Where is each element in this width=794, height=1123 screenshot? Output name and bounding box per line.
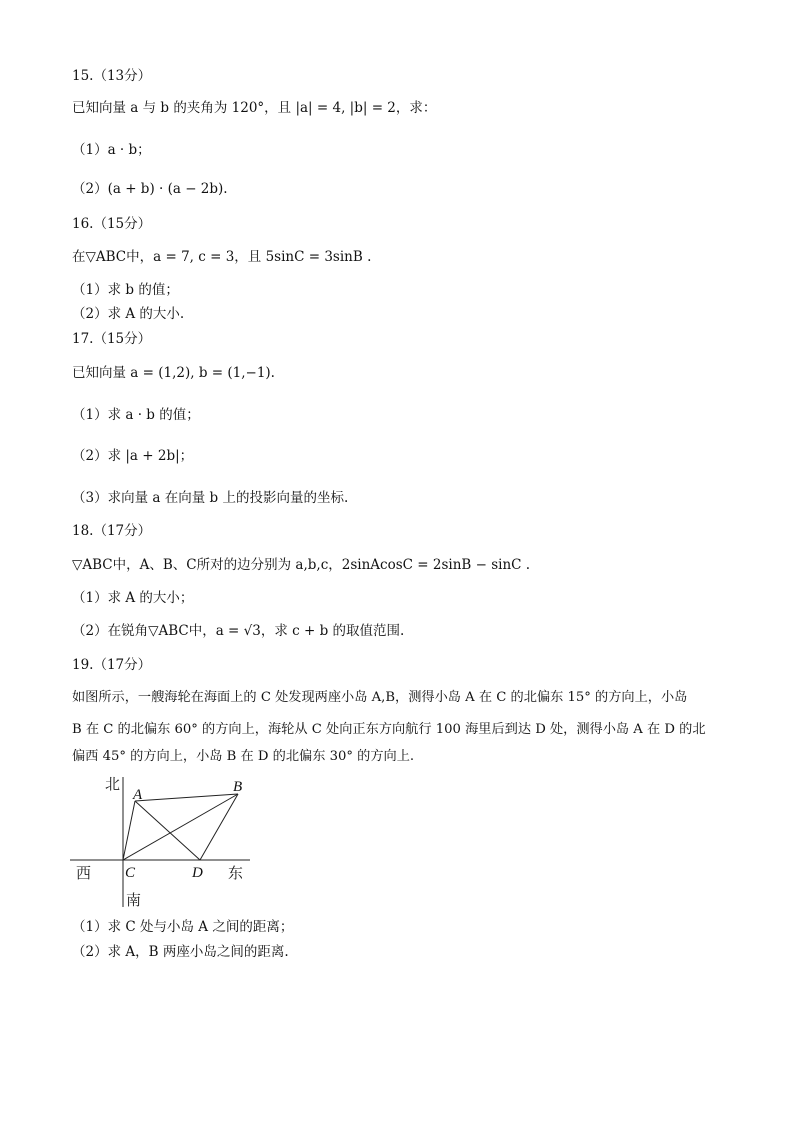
segment-cb bbox=[123, 794, 238, 860]
segment-ca bbox=[123, 801, 135, 860]
point-c-label: C bbox=[125, 865, 136, 881]
navigation-diagram bbox=[68, 772, 268, 912]
segment-ab bbox=[135, 794, 238, 801]
problem-19-stem-line-2: B 在 C 的北偏东 60° 的方向上，海轮从 C 处向正东方向航行 100 海里后到达 D 处，测得小岛 A 在 D 的北 bbox=[72, 722, 706, 737]
point-a-label: A bbox=[133, 787, 143, 803]
problem-17-question-1: （1）求 a · b 的值； bbox=[72, 407, 200, 423]
problem-16-header: 16.（15分） bbox=[72, 216, 152, 232]
problem-19-stem-line-1: 如图所示，一艘海轮在海面上的 C 处发现两座小岛 A,B，测得小岛 A 在 C 的北偏东 15° 的方向上，小岛 bbox=[72, 690, 688, 705]
problem-15-question-1: （1）a · b； bbox=[72, 142, 151, 158]
north-label: 北 bbox=[105, 775, 121, 793]
problem-19-question-1: （1）求 C 处与小岛 A 之间的距离； bbox=[72, 919, 294, 935]
point-d-label: D bbox=[192, 865, 203, 881]
problem-19-stem-line-3: 偏西 45° 的方向上，小岛 B 在 D 的北偏东 30° 的方向上. bbox=[72, 749, 415, 764]
problem-17-question-3: （3）求向量 a 在向量 b 上的投影向量的坐标. bbox=[72, 490, 349, 506]
problem-17-stem: 已知向量 a = (1,2), b = (1,−1). bbox=[72, 365, 275, 381]
problem-17-question-2: （2）求 |a + 2b|； bbox=[72, 448, 194, 464]
problem-17-header: 17.（15分） bbox=[72, 331, 152, 347]
west-label: 西 bbox=[76, 864, 92, 882]
problem-18-stem: ▽ABC中，A、B、C所对的边分别为 a,b,c，2sinAcosC = 2sinB − sinC . bbox=[72, 557, 531, 573]
problem-16-stem: 在▽ABC中，a = 7, c = 3，且 5sinC = 3sinB . bbox=[72, 249, 372, 265]
problem-15-stem: 已知向量 a 与 b 的夹角为 120°，且 |a| = 4, |b| = 2，求： bbox=[72, 100, 437, 116]
east-label: 东 bbox=[228, 864, 244, 882]
problem-18-question-2: （2）在锐角▽ABC中，a = √3，求 c + b 的取值范围. bbox=[72, 623, 405, 639]
point-b-label: B bbox=[233, 779, 243, 795]
problem-19-question-2: （2）求 A，B 两座小岛之间的距离. bbox=[72, 944, 289, 960]
segment-ad bbox=[135, 801, 200, 860]
problem-15-header: 15.（13分） bbox=[72, 68, 152, 84]
problem-16-question-2: （2）求 A 的大小. bbox=[72, 306, 185, 322]
problem-19-header: 19.（17分） bbox=[72, 657, 152, 673]
segment-db bbox=[200, 794, 238, 860]
problem-18-header: 18.（17分） bbox=[72, 523, 152, 539]
problem-18-question-1: （1）求 A 的大小； bbox=[72, 590, 194, 606]
problem-15-question-2: （2）(a + b) · (a − 2b). bbox=[72, 181, 228, 197]
problem-16-question-1: （1）求 b 的值； bbox=[72, 282, 179, 298]
south-label: 南 bbox=[126, 891, 142, 909]
